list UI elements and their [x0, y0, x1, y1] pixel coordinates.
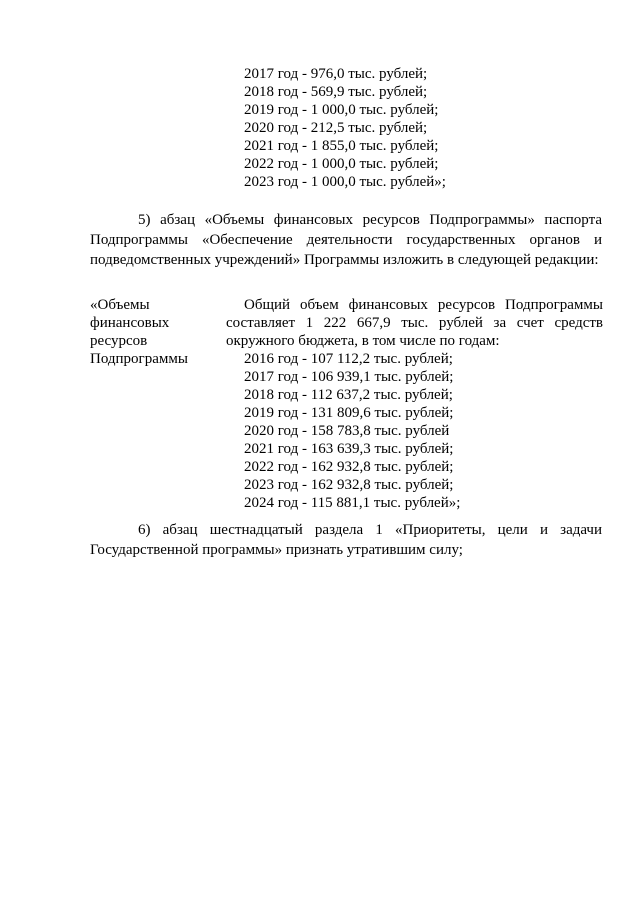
list-item: 2018 год - 112 637,2 тыс. рублей;	[244, 387, 453, 403]
list-item: 2021 год - 1 855,0 тыс. рублей;	[244, 138, 439, 154]
list-item: 2018 год - 569,9 тыс. рублей;	[244, 84, 428, 100]
paragraph-6: 6) абзац шестнадцатый раздела 1 «Приоритеты, цели и задачи Государственной программы» признать утратившим силу;	[90, 522, 602, 558]
list-item: 2019 год - 131 809,6 тыс. рублей;	[244, 405, 454, 421]
list-item: 2022 год - 1 000,0 тыс. рублей;	[244, 156, 439, 172]
passport-label	[90, 296, 210, 368]
list-item: 2017 год - 976,0 тыс. рублей;	[244, 66, 428, 82]
passport-intro: Общий объем финансовых ресурсов Подпрограммы составляет 1 222 667,9 тыс. рублей за счет средств окружного бюджета, в том числе по годам:	[226, 297, 603, 349]
subprogram-years-list	[244, 350, 460, 512]
passport-label-line: ресурсов	[90, 333, 148, 349]
funding-by-year-list	[244, 65, 446, 191]
list-item: 2020 год - 158 783,8 тыс. рублей	[244, 423, 450, 439]
paragraph-5: 5) абзац «Объемы финансовых ресурсов Подпрограммы» паспорта Подпрограммы «Обеспечение деятельности государственных органов и подведомственных учреждений» Программы изложить в следующей редакции:	[90, 212, 602, 268]
passport-label-line: финансовых	[90, 315, 170, 331]
list-item: 2019 год - 1 000,0 тыс. рублей;	[244, 102, 439, 118]
list-item: 2022 год - 162 932,8 тыс. рублей;	[244, 459, 454, 475]
passport-label-line: «Объемы	[90, 297, 150, 313]
list-item: 2024 год - 115 881,1 тыс. рублей»;	[244, 495, 461, 511]
list-item: 2017 год - 106 939,1 тыс. рублей;	[244, 369, 454, 385]
list-item: 2020 год - 212,5 тыс. рублей;	[244, 120, 428, 136]
list-item: 2023 год - 162 932,8 тыс. рублей;	[244, 477, 454, 493]
list-item: 2023 год - 1 000,0 тыс. рублей»;	[244, 174, 446, 190]
list-item: 2016 год - 107 112,2 тыс. рублей;	[244, 351, 453, 367]
list-item: 2021 год - 163 639,3 тыс. рублей;	[244, 441, 454, 457]
passport-label-line: Подпрограммы	[90, 351, 188, 367]
